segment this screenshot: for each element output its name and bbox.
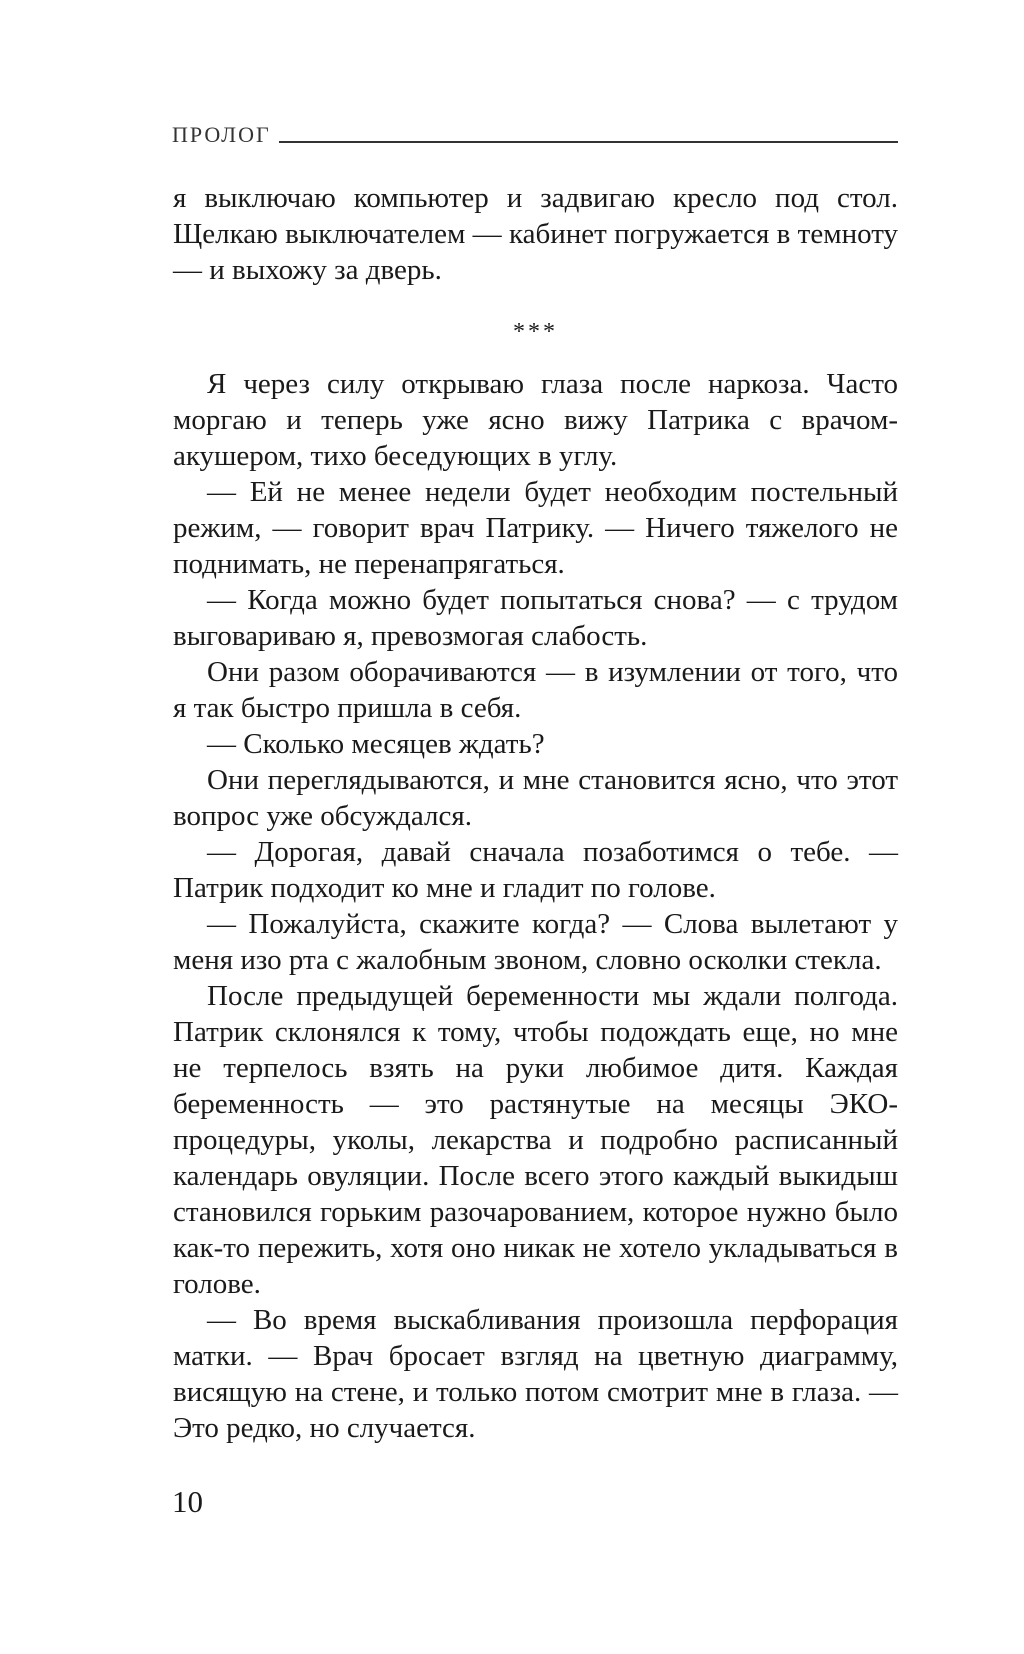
paragraph: — Когда можно будет попытаться снова? — с трудом выговариваю я, превозмогая слабость. [173, 584, 898, 652]
paragraph: После предыдущей беременности мы ждали полгода. Патрик склонялся к тому, чтобы подождать еще, но мне не терпелось взять на руки любимое дитя. Каждая беременность — это растянутые на месяцы ЭКО-процедуры, уколы, лекарства и подробно расписанный календарь овуляции. После всего этого каждый выкидыш становился горьким разочарованием, которое нужно было как-то пережить, хотя оно никак не хотело укладываться в голове. [173, 980, 898, 1300]
running-header [172, 116, 898, 146]
paragraph: Я через силу открываю глаза после наркоза. Часто моргаю и теперь уже ясно вижу Патрика с врачом-акушером, тихо беседующих в углу. [173, 368, 898, 472]
scene-separator: *** [513, 319, 558, 345]
paragraph: — Ей не менее недели будет необходим постельный режим, — говорит врач Патрику. — Ничего тяжелого не поднимать, не перенапрягаться. [173, 476, 898, 580]
paragraph: — Пожалуйста, скажите когда? — Слова вылетают у меня изо рта с жалобным звоном, словно осколки стекла. [173, 908, 898, 976]
body-text [173, 180, 898, 1446]
paragraph: — Сколько месяцев ждать? [207, 728, 545, 760]
header-rule [279, 141, 898, 143]
paragraph: — Дорогая, давай сначала позаботимся о тебе. — Патрик подходит ко мне и гладит по голове. [173, 836, 898, 904]
page-number: 10 [172, 1484, 203, 1519]
header-title: ПРОЛОГ [172, 122, 271, 147]
paragraph: — Во время выскабливания произошла перфорация матки. — Врач бросает взгляд на цветную диаграмму, висящую на стене, и только потом смотрит мне в глаза. — Это редко, но случается. [173, 1304, 898, 1444]
paragraph: Они разом оборачиваются — в изумлении от того, что я так быстро пришла в себя. [173, 656, 898, 724]
continuation-paragraph: я выключаю компьютер и задвигаю кресло под стол. Щелкаю выключателем — кабинет погружается в темноту — и выхожу за дверь. [173, 182, 898, 286]
paragraph: Они переглядываются, и мне становится ясно, что этот вопрос уже обсуждался. [173, 764, 898, 832]
